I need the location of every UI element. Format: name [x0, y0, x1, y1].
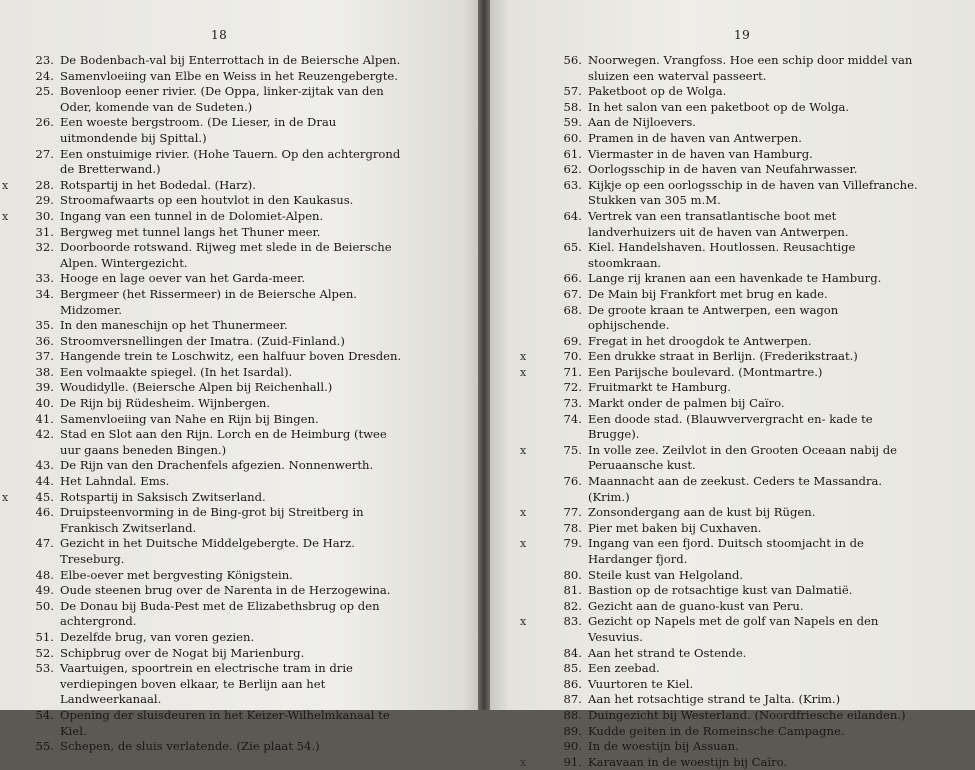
list-item [520, 364, 920, 381]
entry-text: Het Lahndal. Ems. [60, 474, 170, 489]
entry-number: 77. [563, 505, 582, 520]
entry-number: 39. [35, 380, 54, 395]
entry-number: 65. [563, 240, 582, 255]
entry-text: Zonsondergang aan de kust bij Rügen. [588, 505, 816, 520]
entry-number: 64. [563, 208, 582, 223]
entry-text: Bergweg met tunnel langs het Thuner meer. [60, 224, 321, 239]
list-item [560, 646, 920, 662]
entry-text: Viermaster in de haven van Hamburg. [588, 146, 813, 161]
entry-text: Een doode stad. (Blauwververgracht en- kade te Brugge). [588, 411, 873, 442]
entry-text: Stroomafwaarts op een houtvlot in den Kaukasus. [60, 193, 354, 208]
entry-text: Een woeste bergstroom. (De Lieser, in de Drau uitmondende bij Spittal.) [60, 115, 337, 145]
list-item [520, 505, 920, 521]
entry-text: Een onstuimige rivier. (Hohe Tauern. Op den achtergrond de Bretterwand.) [60, 146, 401, 177]
entry-text: In volle zee. Zeilvlot in den Grooten Oceaan nabij de Peruaansche kust. [588, 442, 897, 473]
entry-text: Doorboorde rotswand. Rijweg met slede in de Beiersche Alpen. Wintergezicht. [60, 240, 392, 270]
list-item [560, 599, 920, 615]
list-item [560, 162, 920, 178]
entry-text: Duingezicht bij Westerland. (Noordfriesche eilanden.) [588, 707, 906, 722]
list-item [32, 380, 402, 396]
entry-number: 85. [563, 661, 582, 676]
entry-number: 70. [563, 349, 582, 364]
handwritten-mark: x [520, 365, 527, 379]
entry-text: Ingang van een fjord. Duitsch stoomjacht in de Hardanger fjord. [588, 536, 864, 566]
entry-number: 73. [563, 396, 582, 411]
list-item [560, 131, 920, 147]
entry-number: 41. [35, 411, 54, 426]
page-number: 19 [734, 28, 751, 42]
entry-number: 48. [35, 567, 54, 582]
list-item [520, 349, 920, 365]
list-item [560, 677, 920, 693]
entry-number: 90. [563, 739, 582, 754]
entry-text: Aan het strand te Ostende. [588, 645, 747, 660]
entry-text: Lange rij kranen aan een havenkade te Hamburg. [588, 271, 882, 286]
entry-text: Markt onder de palmen bij Caïro. [588, 396, 785, 411]
list-item [560, 739, 920, 755]
list-item [32, 630, 402, 646]
list-item [32, 349, 402, 365]
entry-list [520, 53, 920, 770]
list-item [560, 724, 920, 740]
entry-number: 45. [35, 489, 54, 504]
entry-text: De Main bij Frankfort met brug en kade. [588, 286, 828, 301]
list-item [32, 396, 402, 412]
entry-number: 81. [563, 583, 582, 598]
entry-text: Kiel. Handelshaven. Houtlossen. Reusachtige stoomkraan. [588, 240, 856, 270]
entry-number: 63. [563, 177, 582, 192]
entry-number: 47. [35, 536, 54, 551]
entry-text: Fregat in het droogdok te Antwerpen. [588, 333, 812, 348]
entry-text: Aan het rotsachtige strand te Jalta. (Krim.) [588, 692, 841, 707]
entry-text: De Rijn van den Drachenfels afgezien. Nonnenwerth. [60, 458, 374, 473]
list-item [32, 646, 402, 662]
list-item [560, 178, 920, 209]
entry-text: Gezicht in het Duitsche Middelgebergte. De Harz. Treseburg. [60, 536, 355, 566]
entry-text: Bastion op de rotsachtige kust van Dalmatië. [588, 583, 853, 598]
entry-text: Karavaan in de woestijn bij Caïro. [588, 754, 788, 769]
entry-text: Aan de Nijloevers. [588, 115, 696, 130]
list-item [32, 427, 402, 458]
entry-text: De Donau bij Buda-Pest met de Elizabethsbrug op den achtergrond. [60, 598, 380, 629]
list-item [560, 661, 920, 677]
list-item [32, 69, 402, 85]
entry-number: 67. [563, 286, 582, 301]
entry-number: 27. [35, 146, 54, 161]
list-item [560, 708, 920, 724]
entry-text: Fruitmarkt te Hamburg. [588, 380, 731, 395]
entry-text: Stroomversnellingen der Imatra. (Zuid-Finland.) [60, 333, 345, 348]
list-item [560, 303, 920, 334]
entry-text: Oorlogsschip in de haven van Neufahrwasser. [588, 162, 858, 177]
entry-text: Een Parijsche boulevard. (Montmartre.) [588, 364, 823, 379]
entry-number: 76. [563, 474, 582, 489]
entry-text: Een volmaakte spiegel. (In het Isardal). [60, 364, 293, 379]
list-item [560, 240, 920, 271]
handwritten-mark: x [520, 506, 527, 520]
entry-number: 91. [563, 754, 582, 769]
list-item [520, 536, 920, 567]
entry-text: Samenvloeiing van Elbe en Weiss in het Reuzengebergte. [60, 68, 398, 83]
entry-text: Vuurtoren te Kiel. [588, 676, 694, 691]
list-item [32, 568, 402, 584]
entry-number: 84. [563, 645, 582, 660]
entry-number: 30. [35, 208, 54, 223]
entry-number: 75. [563, 442, 582, 457]
entry-number: 26. [35, 115, 54, 130]
list-item [560, 583, 920, 599]
entry-number: 42. [35, 427, 54, 442]
entry-number: 51. [35, 629, 54, 644]
entry-number: 35. [35, 318, 54, 333]
entry-text: Een zeebad. [588, 661, 660, 676]
entry-number: 38. [35, 364, 54, 379]
entry-text: In de woestijn bij Assuan. [588, 739, 739, 754]
entry-number: 55. [35, 739, 54, 754]
list-item [32, 505, 402, 536]
entry-number: 71. [563, 364, 582, 379]
handwritten-mark: x [2, 209, 9, 223]
entry-text: Rotspartij in het Bodedal. (Harz). [60, 177, 256, 192]
entry-number: 80. [563, 567, 582, 582]
entry-text: Steile kust van Helgoland. [588, 567, 744, 582]
list-item [32, 225, 402, 241]
entry-number: 72. [563, 380, 582, 395]
list-item [32, 536, 402, 567]
entry-number: 54. [35, 707, 54, 722]
entry-text: Vertrek van een transatlantische boot met landverhuizers uit de haven van Antwerpen. [588, 208, 849, 239]
entry-number: 58. [563, 99, 582, 114]
list-item [32, 334, 402, 350]
entry-number: 25. [35, 84, 54, 99]
entry-text: Pramen in de haven van Antwerpen. [588, 130, 802, 145]
entry-number: 24. [35, 68, 54, 83]
list-item [560, 271, 920, 287]
entry-number: 50. [35, 598, 54, 613]
handwritten-mark: x [2, 490, 9, 504]
page-number: 18 [211, 28, 228, 42]
entry-number: 34. [35, 286, 54, 301]
entry-number: 36. [35, 333, 54, 348]
list-item [32, 84, 402, 115]
entry-number: 74. [563, 411, 582, 426]
list-item [560, 412, 920, 443]
entry-text: Elbe-oever met bergvesting Königstein. [60, 567, 293, 582]
list-item [560, 474, 920, 505]
list-item [560, 521, 920, 537]
entry-text: Stad en Slot aan den Rijn. Lorch en de Heimburg (twee uur gaans beneden Bingen.) [60, 427, 387, 457]
entry-text: Oude steenen brug over de Narenta in de Herzogewina. [60, 583, 391, 598]
list-item [32, 240, 402, 271]
entry-number: 49. [35, 583, 54, 598]
list-item [32, 115, 402, 146]
list-item [32, 583, 402, 599]
entry-text: Kijkje op een oorlogsschip in de haven van Villefranche. Stukken van 305 m.M. [588, 177, 918, 208]
entry-text: Gezicht aan de guano-kust van Peru. [588, 598, 804, 613]
entry-number: 60. [563, 130, 582, 145]
entry-number: 43. [35, 458, 54, 473]
entry-number: 86. [563, 676, 582, 691]
entry-number: 69. [563, 333, 582, 348]
entry-text: In den maneschijn op het Thunermeer. [60, 318, 288, 333]
handwritten-mark: x [520, 537, 527, 551]
list-item [560, 380, 920, 396]
handwritten-mark: x [520, 755, 527, 769]
entry-text: Een drukke straat in Berlijn. (Frederikstraat.) [588, 349, 858, 364]
list-item [32, 661, 402, 708]
entry-text: Vaartuigen, spoortrein en electrische tram in drie verdiepingen boven elkaar, te Berlijn aan het Landweerkanaal. [60, 661, 353, 707]
entry-text: Hangende trein te Loschwitz, een halfuur boven Dresden. [60, 349, 402, 364]
entry-text: Kudde geiten in de Romeinsche Campagne. [588, 723, 845, 738]
list-item [560, 287, 920, 303]
list-item [32, 53, 402, 69]
entry-text: Maannacht aan de zeekust. Ceders te Massandra. (Krim.) [588, 474, 883, 504]
entry-text: Ingang van een tunnel in de Dolomiet-Alpen. [60, 208, 324, 223]
list-item [32, 193, 402, 209]
entry-text: De groote kraan te Antwerpen, een wagon ophijschende. [588, 302, 839, 333]
entry-number: 31. [35, 224, 54, 239]
entry-number: 33. [35, 271, 54, 286]
entry-number: 40. [35, 396, 54, 411]
entry-text: Hooge en lage oever van het Garda-meer. [60, 271, 306, 286]
list-item [560, 568, 920, 584]
left-page [0, 0, 478, 754]
entry-text: Schipbrug over de Nogat bij Marienburg. [60, 645, 305, 660]
entry-number: 83. [563, 614, 582, 629]
entry-number: 59. [563, 115, 582, 130]
entry-number: 23. [35, 53, 54, 67]
list-item [32, 458, 402, 474]
entry-text: Dezelfde brug, van voren gezien. [60, 629, 255, 644]
entry-number: 53. [35, 661, 54, 676]
entry-number: 62. [563, 162, 582, 177]
entry-number: 57. [563, 84, 582, 99]
list-item [520, 442, 920, 474]
list-item [560, 147, 920, 163]
list-item [32, 739, 402, 755]
entry-number: 82. [563, 598, 582, 613]
entry-number: 66. [563, 271, 582, 286]
list-item [560, 334, 920, 350]
list-item [560, 396, 920, 412]
list-item [32, 412, 402, 428]
entry-number: 29. [35, 193, 54, 208]
entry-number: 28. [35, 177, 54, 192]
list-item [32, 599, 402, 630]
list-item [32, 708, 402, 739]
list-item [32, 287, 402, 318]
entry-text: De Rijn bij Rüdesheim. Wijnbergen. [60, 396, 271, 411]
list-item [32, 365, 402, 381]
entry-number: 37. [35, 349, 54, 364]
book-gutter [478, 0, 490, 710]
list-item [32, 474, 402, 490]
entry-number: 68. [563, 302, 582, 317]
list-item [2, 208, 402, 225]
handwritten-mark: x [520, 350, 527, 364]
entry-number: 88. [563, 707, 582, 722]
entry-number: 46. [35, 505, 54, 520]
handwritten-mark: x [520, 615, 527, 629]
entry-text: Schepen, de sluis verlatende. (Zie plaat 54.) [60, 739, 320, 754]
entry-text: Bovenloop eener rivier. (De Oppa, linker-zijtak van den Oder, komende van de Sudeten.) [60, 84, 384, 114]
entry-text: In het salon van een paketboot op de Wolga. [588, 99, 850, 114]
list-item [560, 53, 920, 84]
entry-text: Woudidylle. (Beiersche Alpen bij Reichenhall.) [60, 380, 333, 395]
list-item [32, 318, 402, 334]
entry-text: Rotspartij in Saksisch Zwitserland. [60, 489, 266, 504]
handwritten-mark: x [2, 178, 9, 192]
entry-list [2, 53, 402, 755]
entry-text: Noorwegen. Vrangfoss. Hoe een schip door middel van sluizen een waterval passeert. [588, 53, 913, 83]
entry-number: 56. [563, 53, 582, 67]
entry-number: 78. [563, 520, 582, 535]
list-item [520, 614, 920, 645]
list-item [520, 754, 920, 770]
entry-text: Pier met baken bij Cuxhaven. [588, 520, 762, 535]
entry-number: 61. [563, 146, 582, 161]
list-item [2, 489, 402, 506]
entry-number: 87. [563, 692, 582, 707]
entry-number: 79. [563, 536, 582, 551]
entry-text: De Bodenbach-val bij Enterrottach in de Beiersche Alpen. [60, 53, 401, 67]
entry-text: Bergmeer (het Rissermeer) in de Beiersche Alpen. Midzomer. [60, 286, 357, 317]
entry-number: 44. [35, 474, 54, 489]
list-item [32, 271, 402, 287]
list-item [560, 692, 920, 708]
entry-text: Druipsteenvorming in de Bing-grot bij Streitberg in Frankisch Zwitserland. [60, 505, 364, 535]
right-page [490, 0, 975, 769]
entry-number: 32. [35, 240, 54, 255]
entry-text: Paketboot op de Wolga. [588, 84, 727, 99]
list-item [560, 100, 920, 116]
entry-text: Gezicht op Napels met de golf van Napels en den Vesuvius. [588, 614, 879, 644]
list-item [560, 84, 920, 100]
list-item [560, 209, 920, 240]
list-item [560, 115, 920, 131]
entry-number: 52. [35, 645, 54, 660]
list-item [2, 177, 402, 194]
entry-text: Opening der sluisdeuren in het Keizer-Wilhelmkanaal te Kiel. [60, 707, 390, 738]
entry-text: Samenvloeiing van Nahe en Rijn bij Bingen. [60, 411, 319, 426]
entry-number: 89. [563, 723, 582, 738]
handwritten-mark: x [520, 443, 527, 457]
list-item [32, 147, 402, 178]
